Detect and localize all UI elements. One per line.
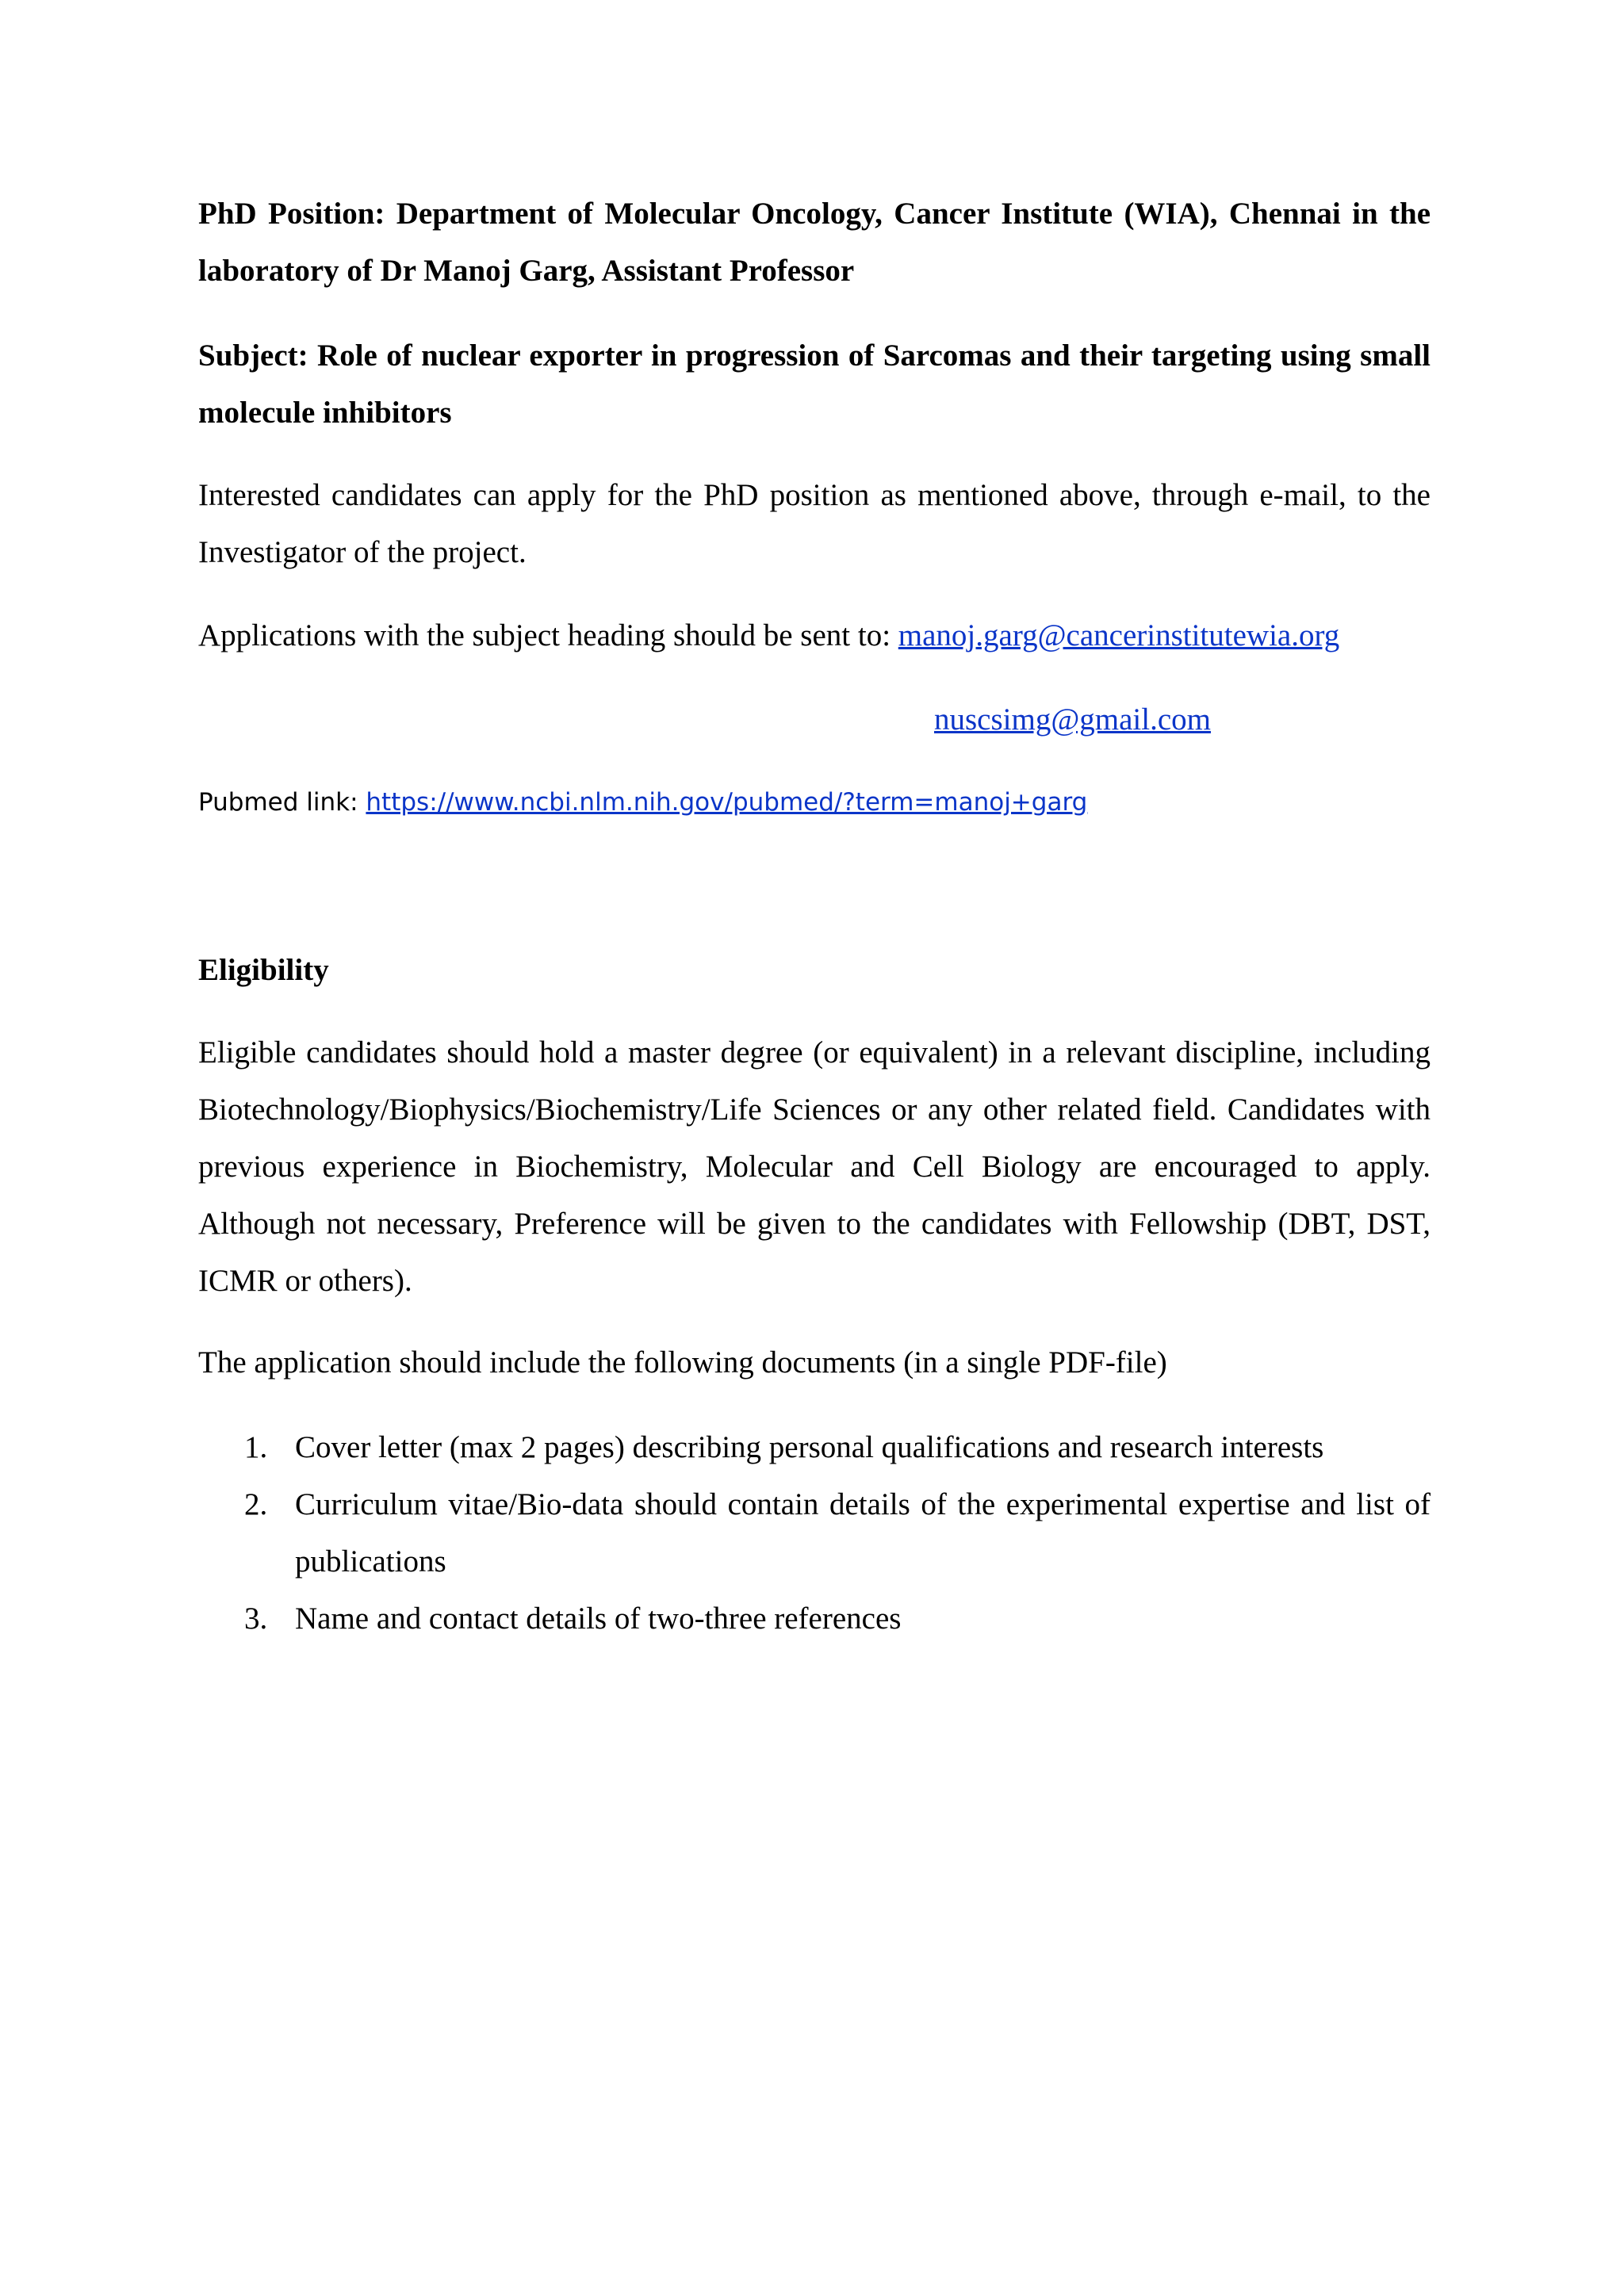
- email-secondary-line: [934, 691, 1211, 748]
- list-item-number: 1.: [244, 1430, 268, 1464]
- email-link-secondary[interactable]: nuscsimg@gmail.com: [934, 702, 1211, 737]
- applications-label: Applications with the subject heading should be sent to:: [198, 618, 891, 652]
- pubmed-line: [198, 779, 1087, 826]
- list-item-text: Cover letter (max 2 pages) describing personal qualifications and research interests: [295, 1430, 1324, 1464]
- documents-intro: The application should include the following documents (in a single PDF-file): [198, 1345, 1167, 1380]
- eligibility-paragraph: Eligible candidates should hold a master degree (or equivalent) in a relevant discipline, including Biotechnology/Biophysics/Biochemistry/Life Sciences or any other related field. Candidates with previous experience in Biochemistry, Molecular and Cell Biology are encouraged to apply. Although not necessary, Preference will be given to the candidates with Fellowship (DBT, DST, ICMR or others).: [198, 1035, 1431, 1298]
- intro-paragraph: Interested candidates can apply for the PhD position as mentioned above, through e-mail, to the Investigator of the project.: [198, 478, 1431, 569]
- list-item-number: 3.: [244, 1601, 268, 1636]
- list-item: [198, 1419, 1431, 1476]
- documents-list: [198, 1419, 1431, 1647]
- position-title: PhD Position: Department of Molecular Oncology, Cancer Institute (WIA), Chennai in the laboratory of Dr Manoj Garg, Assistant Professor: [198, 197, 1431, 288]
- pubmed-link[interactable]: https://www.ncbi.nlm.nih.gov/pubmed/?term=manoj+garg: [366, 788, 1088, 817]
- subject-line: Subject: Role of nuclear exporter in progression of Sarcomas and their targeting using small molecule inhibitors: [198, 339, 1431, 430]
- pubmed-label: Pubmed link:: [198, 788, 358, 817]
- applications-line: [198, 607, 1339, 664]
- list-item-text: Curriculum vitae/Bio-data should contain details of the experimental expertise and list of publications: [295, 1487, 1431, 1578]
- eligibility-heading: Eligibility: [198, 953, 329, 987]
- email-link-primary[interactable]: manoj.garg@cancerinstitutewia.org: [898, 618, 1340, 652]
- list-item-text: Name and contact details of two-three references: [295, 1601, 902, 1636]
- list-item: [198, 1476, 1431, 1590]
- list-item: [198, 1590, 1431, 1647]
- list-item-number: 2.: [244, 1487, 268, 1521]
